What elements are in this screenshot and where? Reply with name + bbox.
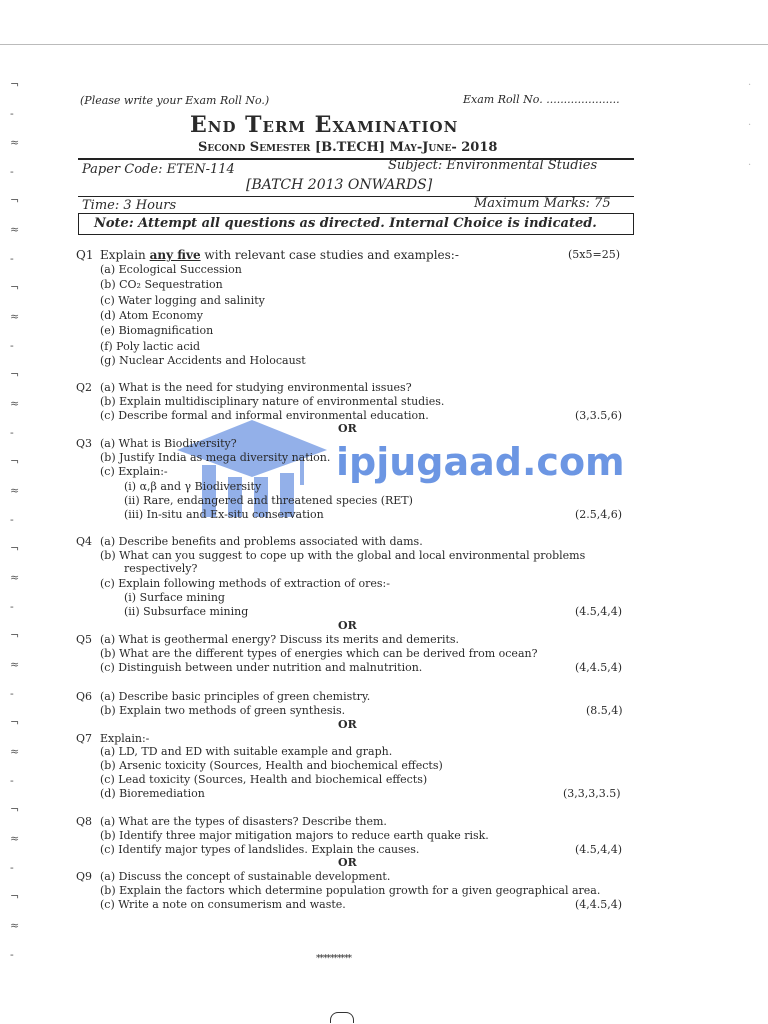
- q3-item: (b) Justify India as mega diversity nation.: [100, 451, 331, 464]
- q9-number: Q9: [76, 870, 93, 883]
- time-allowed: Time: 3 Hours: [82, 198, 177, 213]
- q1-number: Q1: [76, 248, 94, 262]
- exam-title: End Term Examination: [190, 112, 459, 138]
- q4-subitem: (ii) Subsurface mining: [124, 605, 249, 618]
- q3-item: (c) Explain:-: [100, 465, 168, 478]
- q2-number: Q2: [76, 381, 93, 394]
- q5-item: (c) Distinguish between under nutrition and malnutrition.: [100, 661, 423, 674]
- roll-number-instruction: (Please write your Exam Roll No.): [80, 94, 270, 107]
- right-margin-marks: · · ·: [748, 80, 752, 171]
- paper-code: Paper Code: ETEN-114: [82, 162, 235, 177]
- q6-number: Q6: [76, 690, 93, 703]
- q3-subitem: (iii) In-situ and Ex-situ conservation: [124, 508, 324, 521]
- q4-item: (a) Describe benefits and problems associated with dams.: [100, 535, 423, 548]
- q8-item: (c) Identify major types of landslides. Explain the causes.: [100, 843, 420, 856]
- exam-subtitle: Second Semester [B.TECH] May-June- 2018: [198, 140, 498, 155]
- q2-item: (c) Describe formal and informal environmental education.: [100, 409, 429, 422]
- q1-item: (b) CO₂ Sequestration: [100, 278, 223, 291]
- q4-item-continuation: respectively?: [124, 562, 198, 575]
- q6-item: (a) Describe basic principles of green chemistry.: [100, 690, 371, 703]
- bottom-edge-mark: [330, 1012, 354, 1023]
- q1-item: (g) Nuclear Accidents and Holocaust: [100, 354, 306, 367]
- q7-number: Q7: [76, 732, 93, 745]
- or-separator: OR: [338, 619, 357, 632]
- q2-item: (b) Explain multidisciplinary nature of environmental studies.: [100, 395, 445, 408]
- watermark-text: ipjugaad.com: [336, 440, 625, 484]
- q7-item: (c) Lead toxicity (Sources, Health and biochemical effects): [100, 773, 428, 786]
- left-margin-binding-marks: ¬ - ≈ - ¬ ≈ - ¬ ≈ - ¬ ≈ - ¬ ≈ - ¬ ≈ - ¬ ≈ - ¬ ≈ - ¬ ≈ - ¬ ≈ -: [10, 78, 20, 961]
- subject: Subject: Environmental Studies: [388, 158, 598, 173]
- q3-subitem: (i) α,β and γ Biodiversity: [124, 480, 262, 493]
- page-top-edge: [0, 44, 768, 45]
- q7-item: (d) Bioremediation: [100, 787, 205, 800]
- or-separator: OR: [338, 856, 357, 869]
- q3-item: (a) What is Biodiversity?: [100, 437, 237, 450]
- q3-marks: (2.5,4,6): [575, 508, 623, 521]
- q7-item: (b) Arsenic toxicity (Sources, Health and biochemical effects): [100, 759, 443, 772]
- q1-item: (c) Water logging and salinity: [100, 294, 265, 307]
- q4-item: (b) What can you suggest to cope up with the global and local environmental problems: [100, 549, 586, 562]
- q5-number: Q5: [76, 633, 93, 646]
- or-separator: OR: [338, 422, 357, 435]
- q1-stem-emphasis: any five: [149, 248, 201, 262]
- roll-number-field: Exam Roll No. .....................: [463, 93, 620, 106]
- q1-item: (f) Poly lactic acid: [100, 340, 201, 353]
- end-of-paper-stars: **********: [316, 954, 351, 964]
- q2-item: (a) What is the need for studying environmental issues?: [100, 381, 412, 394]
- q3-number: Q3: [76, 437, 93, 450]
- q1-item: (d) Atom Economy: [100, 309, 204, 322]
- q8-marks: (4.5,4,4): [575, 843, 623, 856]
- q9-item: (a) Discuss the concept of sustainable development.: [100, 870, 391, 883]
- q9-item: (c) Write a note on consumerism and waste.: [100, 898, 346, 911]
- maximum-marks: Maximum Marks: 75: [474, 196, 611, 211]
- q6-marks: (8.5,4): [586, 704, 623, 717]
- q7-marks: (3,3,3,3.5): [563, 787, 621, 800]
- q9-marks: (4,4.5,4): [575, 898, 623, 911]
- q4-marks: (4.5,4,4): [575, 605, 623, 618]
- q2-marks: (3,3.5,6): [575, 409, 623, 422]
- batch: [BATCH 2013 ONWARDS]: [246, 177, 433, 193]
- q5-item: (b) What are the different types of energies which can be derived from ocean?: [100, 647, 538, 660]
- q9-item: (b) Explain the factors which determine population growth for a given geographical area.: [100, 884, 601, 897]
- q3-subitem: (ii) Rare, endangered and threatened species (RET): [124, 494, 413, 507]
- q1-stem: [100, 248, 459, 262]
- q5-marks: (4,4.5,4): [575, 661, 623, 674]
- q7-head: Explain:-: [100, 732, 150, 745]
- q1-stem-pre: Explain: [100, 248, 146, 262]
- q4-number: Q4: [76, 535, 93, 548]
- q8-item: (a) What are the types of disasters? Describe them.: [100, 815, 387, 828]
- q8-item: (b) Identify three major mitigation majors to reduce earth quake risk.: [100, 829, 489, 842]
- q5-item: (a) What is geothermal energy? Discuss its merits and demerits.: [100, 633, 460, 646]
- q1-stem-post: with relevant case studies and examples:-: [204, 248, 459, 262]
- q1-item: (a) Ecological Succession: [100, 263, 242, 276]
- q4-subitem: (i) Surface mining: [124, 591, 225, 604]
- note-text: Note: Attempt all questions as directed. Internal Choice is indicated.: [94, 216, 597, 231]
- q6-item: (b) Explain two methods of green synthesis.: [100, 704, 346, 717]
- q7-item: (a) LD, TD and ED with suitable example and graph.: [100, 745, 393, 758]
- q1-item: (e) Biomagnification: [100, 324, 214, 337]
- q4-item: (c) Explain following methods of extraction of ores:-: [100, 577, 390, 590]
- or-separator: OR: [338, 718, 357, 731]
- q8-number: Q8: [76, 815, 93, 828]
- q1-marks: (5x5=25): [568, 248, 620, 261]
